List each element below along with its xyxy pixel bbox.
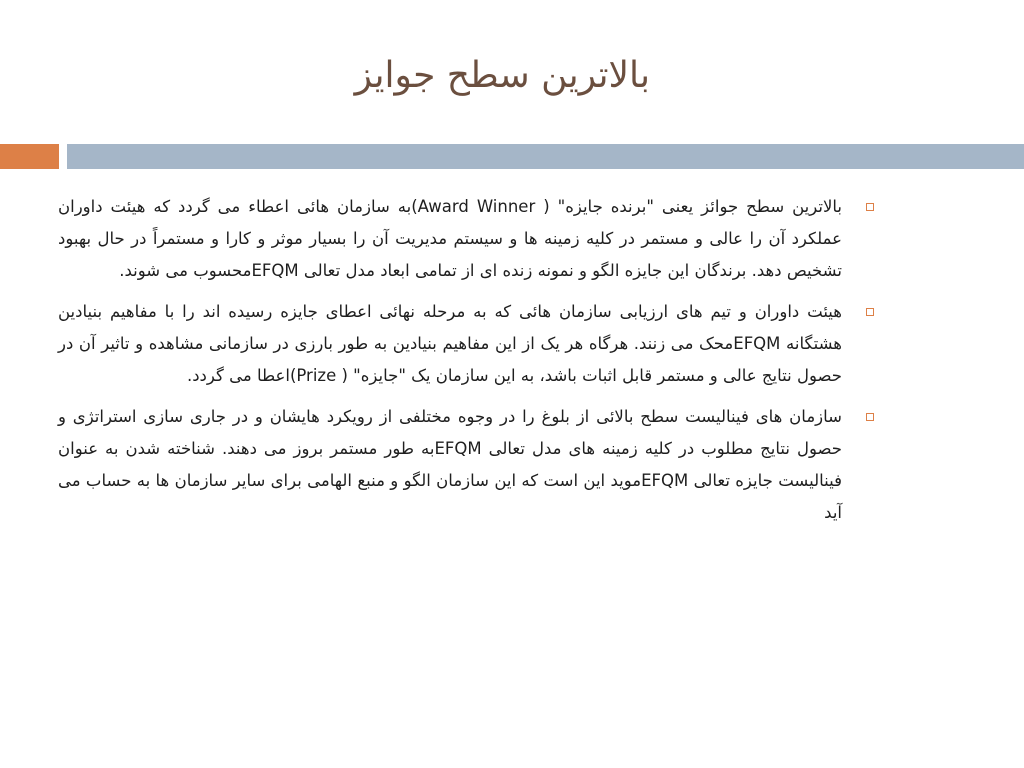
square-bullet-icon [866, 203, 874, 211]
bullet-item [58, 191, 880, 287]
bullet-text: هیئت داوران و تیم های ارزیابی سازمان هائی که به مرحله نهائی اعطای جایزه رسیده اند را با مفاهیم بنیادین هشتگانه EFQMمحک می زنند. هرگاه هر یک از این مفاهیم بنیادین به طور بارزی در سازمانی مشاهده و تاثیر آن در حصول نتایج عالی و مستمر قابل اثبات باشد، به این سازمان یک "جایزه" ( Prize)اعطا می گردد. [58, 302, 842, 385]
bullet-item [58, 296, 880, 392]
bullet-text: بالاترین سطح جوائز یعنی "برنده جایزه" ( Award Winner)به سازمان هائی اعطاء می گردد که هیئت داوران عملکرد آن را عالی و مستمر در کلیه زمینه ها و سیستم مدیریت آن را بسیار موثر و کارا و مستمراً در حال بهبود تشخیص دهد. برندگان این جایزه الگو و نمونه زنده ای از تمامی ابعاد مدل تعالی EFQMمحسوب می شوند. [58, 197, 843, 280]
bullet-list [58, 191, 880, 538]
square-bullet-icon [866, 308, 874, 316]
slide-title: بالاترین سطح جوایز [354, 55, 650, 96]
bullet-text: سازمان های فینالیست سطح بالائی از بلوغ را در وجوه مختلفی از رویکرد هایشان و در جاری سازی استراتژی و حصول نتایج مطلوب در کلیه زمینه های مدل تعالی EFQMبه طور مستمر بروز می دهند. شناخته شدن به عنوان فینالیست جایزه تعالی EFQMموید این است که این سازمان الگو و منبع الهامی برای سایر سازمان ها به حساب می آید [58, 407, 842, 522]
bullet-item [58, 401, 880, 529]
square-bullet-icon [866, 413, 874, 421]
accent-band-orange [0, 144, 59, 169]
accent-band-blue [67, 144, 1024, 169]
